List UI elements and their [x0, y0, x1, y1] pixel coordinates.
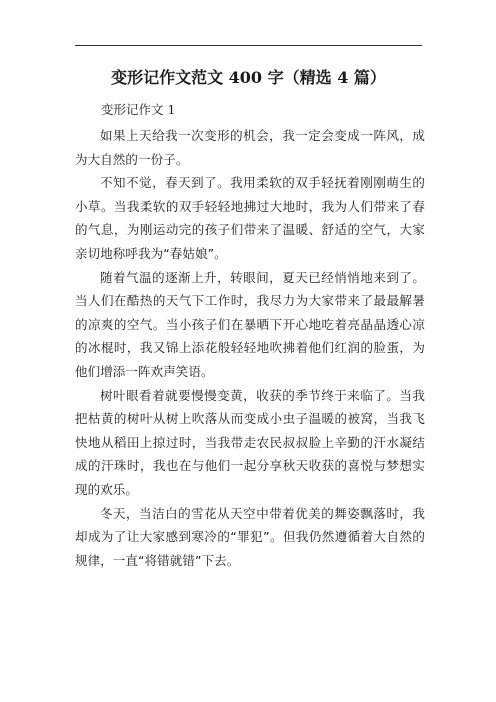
paragraph-5: 冬天，当洁白的雪花从天空中带着优美的舞姿飘落时，我却成为了让大家感到寒冷的“罪犯”。但我仍然遵循着大自然的规律，一直“将错就错”下去。 [75, 505, 425, 568]
paragraph-2: 不知不觉，春天到了。我用柔软的双手轻抚着刚刚萌生的小草。当我柔软的双手轻轻地拂过大地时，我为人们带来了春的气息，为刚运动完的孩子们带来了温暖、舒适的空气，大家亲切地称呼我为“春姑娘”。 [75, 175, 425, 261]
paragraph-3: 随着气温的逐渐上升，转眼间，夏天已经悄悄地来到了。当人们在酷热的天气下工作时，我尽力为大家带来了最最解暑的凉爽的空气。当小孩子们在暴晒下开心地吃着亮晶晶透心凉的冰棍时，我又锦上添花般轻轻地吹拂着他们红润的脸蛋，为他们增添一阵欢声笑语。 [75, 269, 425, 379]
paragraph-1: 如果上天给我一次变形的机会，我一定会变成一阵风，成为大自然的一份子。 [75, 128, 425, 167]
section-heading: 变形记作文 1 [101, 102, 176, 117]
header-rule [75, 45, 422, 46]
document-body [75, 124, 425, 572]
document-title: 变形记作文范文 400 字（精选 4 篇） [111, 68, 386, 87]
paragraph-4: 树叶眼看着就要慢慢变黄，收获的季节终于来临了。当我把枯黄的树叶从树上吹落从而变成小虫子温暖的被窝，当我飞快地从稻田上掠过时，当我带走农民叔叔脸上辛勤的汗水凝结成的汗珠时，我也在与他们一起分享秋天收获的喜悦与梦想实现的欢乐。 [75, 387, 425, 497]
